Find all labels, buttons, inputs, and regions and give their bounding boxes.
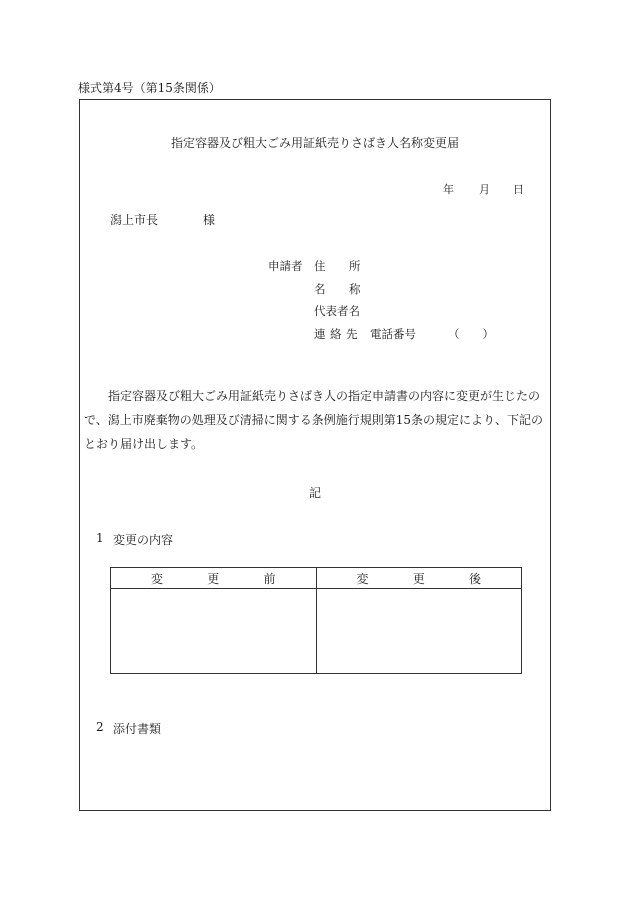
after-value-cell[interactable]	[316, 589, 522, 674]
phone-parens: （ ）	[448, 327, 494, 341]
applicant-label: 申請者	[268, 259, 303, 273]
before-header-char-3: 前	[263, 571, 276, 586]
after-header-char-3: 後	[468, 571, 481, 586]
body-text-content: 指定容器及び粗大ごみ用証紙売りさばき人の指定申請書の内容に変更が生じたので、潟上市廃棄物の処理及び清掃に関する条例施行規則第15条の規定により、下記のとおり届け出します。	[84, 389, 544, 451]
honorific: 様	[203, 213, 216, 227]
before-header-char-1: 変	[151, 571, 164, 586]
address-label-2: 所	[349, 259, 361, 273]
before-value-cell[interactable]	[111, 589, 317, 674]
section2-number: 2	[96, 720, 104, 734]
after-header-char-2: 更	[412, 571, 425, 586]
section2-title: 添付書類	[113, 722, 162, 736]
phone-label: 電話番号	[370, 327, 416, 341]
contact-label-2: 絡	[330, 327, 342, 341]
address-label-1: 住	[314, 259, 326, 273]
before-header-char-2: 更	[207, 571, 220, 586]
section1-number: 1	[96, 531, 104, 545]
change-table	[110, 567, 522, 674]
document-title: 指定容器及び粗大ごみ用証紙売りさばき人名称変更届	[170, 136, 459, 150]
name-label-2: 称	[349, 282, 361, 296]
after-header	[316, 568, 522, 589]
date-day-label: 日	[513, 183, 524, 196]
date-year-label: 年	[443, 183, 454, 196]
contact-label-1: 連	[314, 327, 326, 341]
name-label-1: 名	[314, 282, 326, 296]
body-text	[84, 384, 554, 456]
form-number: 様式第4号（第15条関係）	[78, 81, 221, 95]
representative-label: 代表者名	[314, 304, 360, 318]
before-header	[111, 568, 317, 589]
section1-title: 変更の内容	[113, 533, 174, 547]
after-header-char-1: 変	[356, 571, 369, 586]
addressee: 潟上市長	[110, 213, 159, 227]
ki-mark: 記	[308, 486, 321, 500]
date-month-label: 月	[479, 183, 490, 196]
contact-label-3: 先	[346, 327, 358, 341]
